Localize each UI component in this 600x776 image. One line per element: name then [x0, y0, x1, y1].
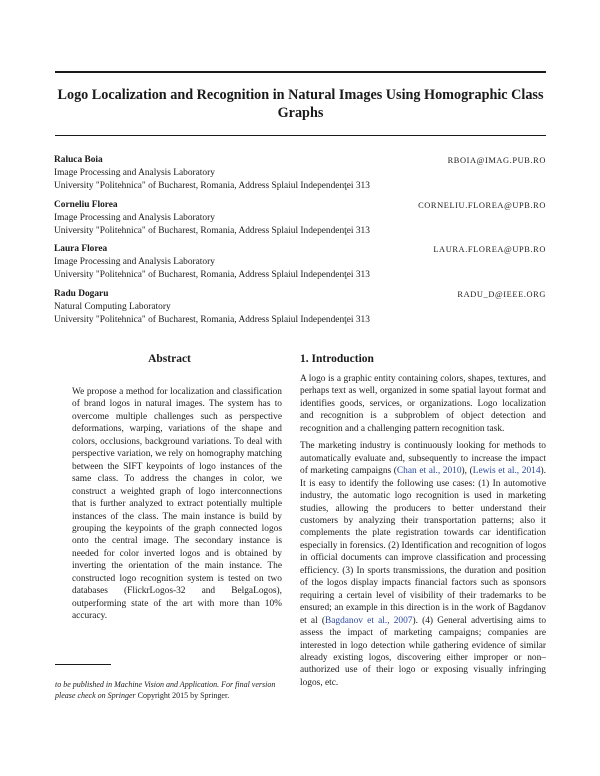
- author-email[interactable]: RADU_D@IEEE.ORG: [457, 290, 546, 299]
- abstract-text: We propose a method for localization and classification of brand logos in natural images. The system has to overcome multiple challenges such as perspective deformations, warping, variations of the shape and colors, occlusions, background variations. To deal with perspective variation, we rely on homography matching between the SIFT keypoints of logo instances of the same class. To address the changes in color, we construct a weighted graph of logo interconnections that is further analyzed to extract potentially multiple instances of the class. The main instance is build by grouping the keypoints of the graph connected logos onto the central image. The secondary instance is needed for color inverted logos and is obtained by inverting the orientation of the main instance. The constructed logo recognition system is tested on two databases (FlickrLogos-32 and BelgaLogos), outperforming state of the art with more than 10% accuracy.: [72, 387, 282, 622]
- author-lab: Natural Computing Laboratory: [54, 302, 171, 312]
- author-affiliation: University "Politehnica" of Bucharest, Romania, Address Splaiul Independenţei 313: [54, 315, 370, 325]
- citation-link[interactable]: Bagdanov et al., 2007: [324, 615, 413, 626]
- author-name: Laura Florea: [54, 244, 108, 254]
- citation-link[interactable]: Lewis et al., 2014: [472, 466, 541, 477]
- intro-text: ). (4) General advertising aims to assess the impact of marketing campaigns; companies are interested in logo detection while gathering evidence of similar already existing logos, discovering either improper or non–authorized use of their logo or exposing visually infringing logos, etc.: [300, 615, 547, 688]
- abstract-heading: Abstract: [148, 353, 191, 365]
- citation-link[interactable]: Chan et al., 2010: [396, 466, 462, 477]
- intro-text: ), (: [461, 466, 473, 477]
- author-lab: Image Processing and Analysis Laboratory: [54, 213, 215, 223]
- author-email[interactable]: RBOIA@IMAG.PUB.RO: [447, 156, 546, 165]
- intro-heading: 1. Introduction: [300, 353, 374, 365]
- author-name: Raluca Boia: [54, 155, 103, 165]
- author-email[interactable]: CORNELIU.FLOREA@UPB.RO: [418, 201, 546, 210]
- footnote: [55, 680, 295, 702]
- author-affiliation: University "Politehnica" of Bucharest, Romania, Address Splaiul Independenţei 313: [54, 181, 370, 191]
- author-lab: Image Processing and Analysis Laboratory: [54, 168, 215, 178]
- title-bottom-rule: [55, 135, 546, 136]
- author-block: [54, 243, 546, 282]
- author-block: [54, 199, 546, 238]
- footnote-italic: to be published in Machine Vision and Application. For final version please check on Springer: [55, 680, 276, 700]
- intro-text: ). It is easy to identify the following use cases: (1) In automotive industry, the automatic logo recognition is used in marketing studies, allowing the producers to better understand their customers by analyzing their transportation patterns; also it complements the plate registration towards car identification especially in forensics. (2) Identification and recognition of logos in official documents can improve classification and processing efficiency. (3) In sports transmissions, the duration and position of the logos display impacts financial factors such as sponsors requiring a certain level of visibility of their trademarks to be ensured; an example in this direction is in the work of Bagdanov et al (: [300, 466, 546, 626]
- paper-title: Logo Localization and Recognition in Natural Images Using Homographic Class Graphs: [57, 87, 544, 121]
- title-top-rule: [55, 71, 546, 73]
- author-block: [54, 154, 546, 193]
- intro-paragraph: A logo is a graphic entity containing colors, shapes, textures, and perhaps text as well, organized in some spatial layout format and identifies goods, services, or organizations. Logo localization and recognition is a subproblem of object detection and recognition and a challenging pattern recognition task.: [300, 374, 546, 434]
- author-affiliation: University "Politehnica" of Bucharest, Romania, Address Splaiul Independenţei 313: [54, 226, 370, 236]
- author-name: Corneliu Florea: [54, 200, 118, 210]
- intro-text: The marketing industry is continuously looking for methods to automatically evaluate and, subsequently to increase the impact of marketing campaigns (: [300, 441, 546, 477]
- intro-paragraph: [300, 440, 546, 689]
- author-name: Radu Dogaru: [54, 289, 109, 299]
- author-block: [54, 288, 546, 327]
- footnote-rest: Copyright 2015 by Springer.: [135, 690, 230, 700]
- footnote-rule: [55, 664, 111, 665]
- author-lab: Image Processing and Analysis Laboratory: [54, 257, 215, 267]
- abstract-body: [72, 386, 282, 623]
- author-affiliation: University "Politehnica" of Bucharest, Romania, Address Splaiul Independenţei 313: [54, 270, 370, 280]
- author-email[interactable]: LAURA.FLOREA@UPB.RO: [433, 245, 546, 254]
- intro-body: [300, 373, 546, 694]
